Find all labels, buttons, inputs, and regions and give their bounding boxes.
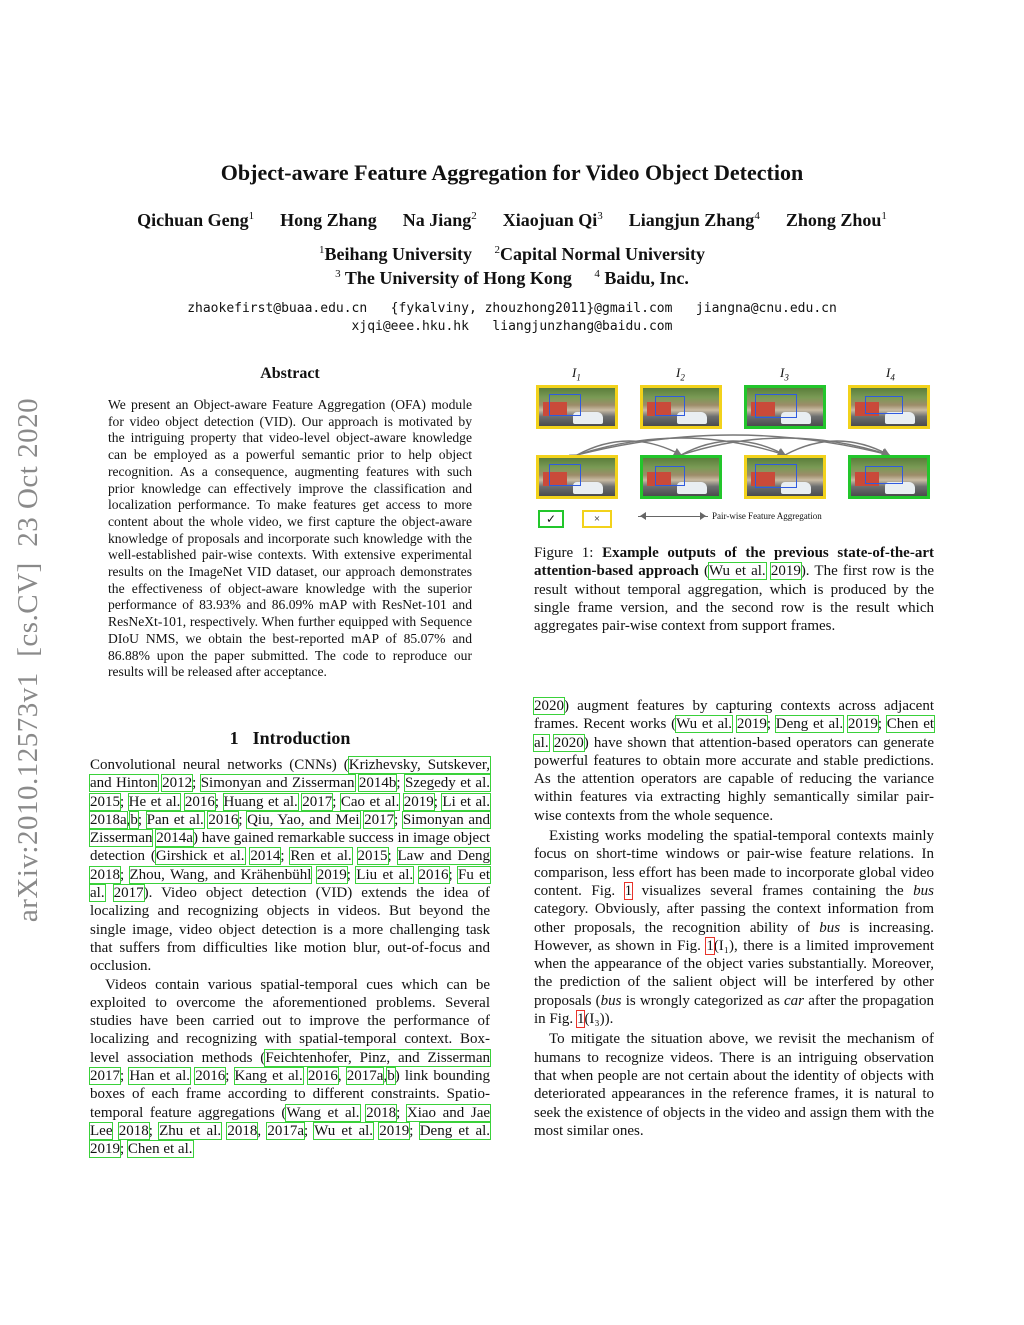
citation-link[interactable]: 2017a [267, 1122, 305, 1139]
figure-ref-link[interactable]: 1 [706, 937, 714, 954]
citation-link[interactable]: 2019 [847, 716, 878, 733]
figure-1 [534, 365, 934, 527]
correct-legend-icon: ✓ [538, 510, 564, 528]
citation-link[interactable]: Szegedy et al. [404, 775, 491, 792]
frame-thumbnail [640, 455, 722, 499]
citation-link[interactable]: 2015 [90, 793, 120, 810]
emails [0, 300, 1024, 336]
wrong-legend-icon: × [582, 510, 612, 528]
citation-link[interactable]: 2014 [250, 848, 281, 865]
frame-thumbnail [744, 455, 826, 499]
figure-ref-link[interactable]: 1 [624, 882, 633, 899]
citation-link[interactable]: 2019 [736, 716, 767, 733]
citation-link[interactable]: 2017 [364, 811, 395, 828]
figure-caption: Figure 1: Example outputs of the previous state-of-the-art attention-based approach (Wu et al. 2019). The first row is the result without temporal aggregation, which is produced by the single frame version, and the second row is the result which aggregates pair-wise context from support frames. [534, 545, 935, 635]
author: Qichuan Geng$^1$ [137, 210, 255, 230]
citation-link[interactable]: 2018a [90, 811, 127, 828]
paragraph: Convolutional neural networks (CNNs) (Krizhevsky, Sutskever, and Hinton 2012; Simonyan and Zisserman 2014b; Szegedy et al. 2015; He et al. 2016; Huang et al. 2017; Cao et al. 2019; Li et al. 2018a,b; Pan et al. 2016; Qiu, Yao, and Mei 2017; Simonyan and Zisserman 2014a) have gained remarkable success in image object detection (Girshick et al. 2014; Ren et al. 2015; Law and Deng 2018; Zhou, Wang, and Krähenbühl 2019; Liu et al. 2016; Fu et al. 2017). Video object detection (VID) extends the idea of localizing and recognizing objects in videos. But beyond the single image, video object detection is a more challenging task that suffers from difficulties like motion blur, out-of-focus and occlusion. [90, 757, 491, 975]
paragraph: 2020) augment features by capturing contexts across adjacent frames. Recent works (Wu et al. 2019; Deng et al. 2019; Chen et al. 2020) have shown that attention-based operators can generate powerful features to obtain more accurate and stable predictions. As the attention operators are capable of reducing the variance within features via extracting highly semantically similar pair-wise contexts from the whole sequence. [534, 698, 935, 824]
affiliations-line-2: $^3$ The University of Hong Kong $^4$ Baidu, Inc. [335, 268, 689, 288]
citation-link[interactable]: Feichtenhofer, Pinz, and Zisserman [265, 1049, 490, 1066]
paragraph: Videos contain various spatial-temporal cues which can be exploited to overcome the aforementioned problems. Several studies have been carried out to improve the performance of localizing and recognizing with spatial-temporal context. Box-level association methods (Feichtenhofer, Pinz, and Zisserman 2017; Han et al. 2016; Kang et al. 2016, 2017a,b) link bounding boxes of each frame according to different constraints. Spatio-temporal feature aggregations (Wang et al. 2018; Xiao and Jae Lee 2018; Zhu et al. 2018, 2017a; Wu et al. 2019; Deng et al. 2019; Chen et al. [90, 976, 491, 1158]
citation-link[interactable]: 2017a [346, 1068, 384, 1085]
citation-link[interactable]: b [387, 1068, 395, 1085]
citation-link[interactable]: 2018 [118, 1122, 149, 1139]
citation-link[interactable]: Pan et al. [146, 811, 204, 828]
legend-label: Pair-wise Feature Aggregation [712, 511, 822, 521]
citation-link[interactable]: b [130, 811, 138, 828]
figure-ref-link[interactable]: 1 [576, 1011, 585, 1028]
citation-link[interactable]: Huang et al. [223, 793, 298, 810]
citation-link[interactable]: 2012 [162, 775, 193, 792]
frame-thumbnail [848, 385, 930, 429]
citation-link[interactable]: Li et al. [442, 793, 491, 810]
citation-link[interactable]: Wu et al. [676, 716, 733, 733]
citation-link[interactable]: 2020 [534, 698, 564, 714]
affiliations-line-1: $^1$Beihang University $^2$Capital Normal University [319, 244, 705, 264]
citation-link[interactable]: Simonyan and Zisserman [200, 775, 355, 792]
citation-link[interactable]: 2016 [418, 866, 449, 883]
citation-link[interactable]: Simonyan and Zisserman [90, 811, 490, 847]
citation-link[interactable]: Girshick et al. [155, 848, 245, 865]
author: Zhong Zhou$^1$ [785, 210, 887, 230]
citation-link[interactable]: 2018 [90, 866, 120, 883]
frame-thumbnail [744, 385, 826, 429]
citation-link[interactable]: 2016 [307, 1068, 338, 1085]
citation-link[interactable]: 2017 [113, 885, 144, 902]
citation-link[interactable]: Kang et al. [234, 1068, 303, 1085]
citation-link[interactable]: 2019 [379, 1122, 410, 1139]
frame-label: $I_3$ [780, 365, 789, 383]
citation-link[interactable]: 2016 [195, 1068, 226, 1085]
citation-link[interactable]: Cao et al. [340, 793, 400, 810]
citation-link[interactable]: 2019 [403, 793, 434, 810]
citation-link[interactable]: Ren et al. [290, 848, 352, 865]
citation-link[interactable]: Chen et al. [534, 716, 935, 751]
citation-link[interactable]: Zhou, Wang, and Krähenbühl [129, 866, 312, 883]
left-column [90, 756, 490, 1159]
citation-link[interactable]: Zhu et al. [159, 1122, 222, 1139]
citation-link[interactable]: Qiu, Yao, and Mei [247, 811, 360, 828]
citation-link[interactable]: 2017 [302, 793, 333, 810]
frame-thumbnail [848, 455, 930, 499]
citation-link[interactable]: 2020 [553, 734, 584, 751]
paragraph: To mitigate the situation above, we revisit the mechanism of humans to recognize videos. There is an intriguing observation that when people are not certain about the identity of objects with deteriorated appearances in the reference frames, it is natural to seek the existence of objects in the video and assign them with the most similar ones. [534, 1031, 934, 1139]
paper-title: Object-aware Feature Aggregation for Video Object Detection [220, 160, 804, 185]
citation-link[interactable]: 2016 [184, 793, 215, 810]
citation-link[interactable]: Deng et al. [419, 1122, 491, 1139]
paragraph: Existing works modeling the spatial-temporal contexts mainly focus on short-time windows or pair-wise feature relations. In comparison, less effort has been made to incorporate global video content. Fig. 1 visualizes several frames containing the bus category. Obviously, after passing the context information from other proposals, the recognition ability of bus is increasing. However, as shown in Fig. 1(I₁), there is a limited improvement when the appearance of the object varies substantially. Moreover, the prediction of the salient object will be interfered by other proposals (bus is wrongly categorized as car after the propagation in Fig. 1(I₃)). [534, 828, 934, 1028]
citation-link[interactable]: Wu et al. [708, 563, 766, 580]
abstract-text: We present an Object-aware Feature Aggregation (OFA) module for video object detection (VID). Our approach is motivated by the intriguing property that video-level object-aware knowledge can be employed as a powerful semantic prior to help object recognition. As a consequence, augmenting features with such prior knowledge can effectively improve the classification and localization performance. To make features get access to more content about the whole video, we first capture the object-aware knowledge of proposals and incorporate such knowledge with the well-established pair-wise contexts. With extensive experimental results on the ImageNet VID dataset, our approach demonstrates the effectiveness of object-aware knowledge with the superior performance of 83.93% and 86.09% mAP with ResNet-101 and ResNeXt-101, respectively. When further equipped with Sequence DIoU NMS, we obtain the best-reported mAP of 85.07% and 86.88% upon the paper submitted. The code to reproduce our results will be released after acceptance. [108, 397, 472, 680]
citation-link[interactable]: Fu et al. [90, 866, 491, 902]
citation-link[interactable]: 2019 [316, 866, 347, 883]
author: Liangjun Zhang$^4$ [628, 210, 760, 230]
frame-thumbnail [536, 385, 618, 429]
citation-link[interactable]: Wang et al. [286, 1104, 360, 1121]
email-line: xjqi@eee.hku.hk liangjunzhang@baidu.com [351, 319, 673, 334]
frame-thumbnail [640, 385, 722, 429]
arxiv-stamp[interactable]: arXiv:2010.12573v1 [cs.CV] 23 Oct 2020 [12, 397, 44, 923]
citation-link[interactable]: Deng et al. [775, 716, 844, 733]
author: Hong Zhang [280, 210, 377, 230]
frame-label: $I_2$ [676, 365, 685, 383]
citation-link[interactable]: Chen et al. [127, 1141, 193, 1158]
citation-link[interactable]: 2017 [90, 1068, 120, 1085]
citation-link[interactable]: Liu et al. [356, 866, 414, 883]
citation-link[interactable]: 2018 [366, 1104, 397, 1121]
right-column [534, 697, 934, 1140]
citation-link[interactable]: 2019 [90, 1141, 120, 1158]
author-list [0, 210, 1024, 231]
citation-link[interactable]: Wu et al. [314, 1122, 374, 1139]
frame-thumbnail [536, 455, 618, 499]
citation-link[interactable]: 2014b [358, 775, 397, 792]
abstract-heading: Abstract [260, 365, 320, 382]
citation-link[interactable]: Han et al. [129, 1068, 191, 1085]
email-line: zhaokefirst@buaa.edu.cn {fykalviny, zhouzhong2011}@gmail.com jiangna@cnu.edu.cn [187, 301, 837, 316]
frame-label: $I_1$ [572, 365, 581, 383]
citation-link[interactable]: 2018 [227, 1122, 258, 1139]
citation-link[interactable]: 2016 [208, 811, 239, 828]
citation-link[interactable]: 2014a [156, 830, 193, 847]
author: Xiaojuan Qi$^3$ [502, 210, 603, 230]
citation-link[interactable]: 2015 [357, 848, 388, 865]
double-arrow-icon [638, 516, 708, 517]
citation-link[interactable]: Xiao and Jae Lee [90, 1104, 491, 1139]
section-heading: 1 Introduction [229, 728, 351, 748]
citation-link[interactable]: Krizhevsky, Sutskever, and Hinton [90, 757, 491, 792]
frame-label: $I_4$ [886, 365, 895, 383]
author: Na Jiang$^2$ [402, 210, 477, 230]
aggregation-arrows [534, 431, 934, 457]
citation-link[interactable]: 2019 [770, 563, 801, 580]
citation-link[interactable]: Law and Deng [397, 848, 490, 865]
citation-link[interactable]: He et al. [128, 793, 181, 810]
